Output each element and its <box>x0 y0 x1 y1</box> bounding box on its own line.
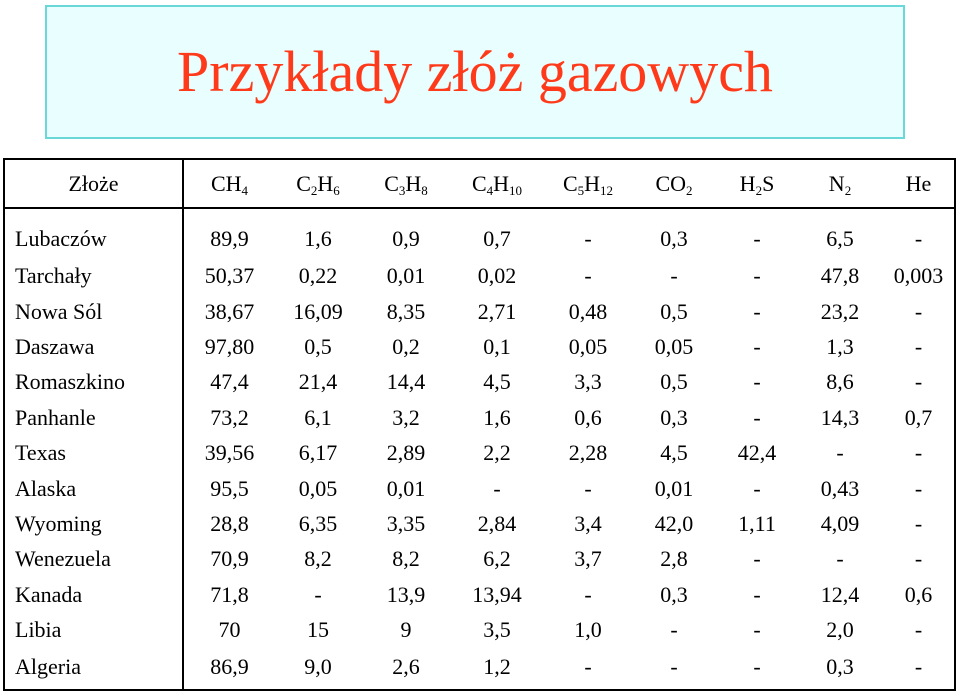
value-cell: - <box>914 511 923 537</box>
table-row <box>5 294 956 329</box>
table-row <box>5 258 956 293</box>
table-header-row <box>5 160 956 208</box>
value-cell: - <box>753 263 761 289</box>
value-cell: 89,9 <box>210 225 249 251</box>
value-cell: 6,35 <box>298 511 338 537</box>
value-cell: 3,5 <box>483 617 511 643</box>
value-cell: 8,2 <box>304 546 332 572</box>
value-cell: 95,5 <box>210 475 249 501</box>
deposit-name-cell: Alaska <box>5 471 183 506</box>
column-header <box>275 160 361 208</box>
formula-part: S <box>762 170 775 196</box>
value-cell: 9,0 <box>304 653 332 679</box>
value-cell: 0,3 <box>660 225 688 251</box>
value-cell: 1,3 <box>826 333 854 359</box>
formula-subscript: 4 <box>241 182 249 198</box>
value-cell: 1,6 <box>483 404 511 430</box>
value-cell: - <box>670 617 678 643</box>
deposit-name-cell: Nowa Sól <box>5 294 183 329</box>
deposit-name-cell: Wenezuela <box>5 542 183 577</box>
value-cell: 0,05 <box>298 475 338 501</box>
value-cell: 73,2 <box>210 404 249 430</box>
table-row <box>5 329 956 364</box>
gas-deposits-table <box>3 158 956 691</box>
value-cell: 47,4 <box>210 369 249 395</box>
table-row <box>5 613 956 648</box>
value-cell: - <box>753 581 761 607</box>
value-cell: 0,7 <box>904 404 933 430</box>
formula-subscript: 2 <box>310 182 318 198</box>
value-cell: - <box>914 546 923 572</box>
deposit-name-cell: Panhanle <box>5 400 183 435</box>
formula-part: CH <box>210 170 242 196</box>
deposit-name-cell: Algeria <box>5 648 183 689</box>
value-cell: 42,4 <box>737 440 777 466</box>
value-cell: - <box>753 225 761 251</box>
value-cell: 70,9 <box>210 546 249 572</box>
formula-part: C <box>471 170 487 196</box>
value-cell: 2,89 <box>386 440 426 466</box>
value-cell: 0,3 <box>660 404 688 430</box>
formula-part: C <box>296 170 311 196</box>
table-row <box>5 577 956 612</box>
value-cell: 1,11 <box>738 511 776 537</box>
formula-subscript: 8 <box>421 182 428 198</box>
value-cell: 2,6 <box>392 653 420 679</box>
value-cell: 1,6 <box>304 225 332 251</box>
value-cell: 15 <box>307 617 329 643</box>
value-cell: 0,1 <box>483 333 511 359</box>
column-header-deposit: Złoże <box>5 160 183 208</box>
formula-part: H <box>317 170 334 196</box>
value-cell: 0,003 <box>893 263 944 289</box>
column-header <box>451 160 543 208</box>
formula-subscript: 12 <box>600 182 614 198</box>
value-cell: 2,71 <box>477 298 517 324</box>
value-cell: - <box>914 475 923 501</box>
value-cell: 8,35 <box>386 298 426 324</box>
value-cell: 0,01 <box>386 475 426 501</box>
column-header <box>361 160 451 208</box>
formula-part: H <box>739 170 756 196</box>
value-cell: - <box>753 546 761 572</box>
value-cell: 0,3 <box>660 581 688 607</box>
value-cell: - <box>914 369 923 395</box>
value-cell: 28,8 <box>210 511 249 537</box>
formula-subscript: 5 <box>577 182 585 198</box>
value-cell: 2,0 <box>826 617 854 643</box>
value-cell: - <box>753 333 761 359</box>
value-cell: - <box>753 369 761 395</box>
value-cell: 42,0 <box>654 511 694 537</box>
value-cell: - <box>314 581 322 607</box>
value-cell: 14,4 <box>386 369 426 395</box>
value-cell: - <box>584 653 592 679</box>
value-cell: 0,3 <box>826 653 854 679</box>
column-header <box>633 160 715 208</box>
value-cell: 1,2 <box>483 653 511 679</box>
value-cell: 2,2 <box>483 440 511 466</box>
value-cell: - <box>584 225 592 251</box>
deposit-name-cell: Lubaczów <box>5 208 183 258</box>
table-row <box>5 506 956 541</box>
value-cell: - <box>670 263 678 289</box>
value-cell: 3,35 <box>386 511 426 537</box>
deposit-name-cell: Libia <box>5 613 183 648</box>
value-cell: 0,6 <box>904 581 933 607</box>
value-cell: 2,84 <box>477 511 517 537</box>
value-cell: - <box>753 404 761 430</box>
value-cell: 6,1 <box>304 404 332 430</box>
value-cell: 50,37 <box>204 263 255 289</box>
column-header <box>543 160 633 208</box>
value-cell: 0,05 <box>568 333 608 359</box>
formula-subscript: 3 <box>398 182 406 198</box>
value-cell: 86,9 <box>210 653 249 679</box>
formula-subscript: 6 <box>333 182 340 198</box>
formula-part: C <box>384 170 399 196</box>
table-row <box>5 436 956 471</box>
value-cell: 12,4 <box>820 581 860 607</box>
title-banner <box>45 5 905 139</box>
formula-part: CO <box>655 170 687 196</box>
value-cell: 0,01 <box>654 475 694 501</box>
formula-subscript: 4 <box>486 182 494 198</box>
value-cell: - <box>914 617 923 643</box>
formula-part: H <box>584 170 601 196</box>
column-header <box>183 160 275 208</box>
value-cell: 23,2 <box>820 298 860 324</box>
value-cell: 0,22 <box>298 263 338 289</box>
value-cell: - <box>493 475 501 501</box>
value-cell: 21,4 <box>298 369 338 395</box>
value-cell: 0,02 <box>477 263 517 289</box>
value-cell: 0,2 <box>392 333 420 359</box>
deposit-name-cell: Wyoming <box>5 506 183 541</box>
value-cell: 3,4 <box>574 511 602 537</box>
value-cell: 0,5 <box>660 369 688 395</box>
value-cell: 13,9 <box>386 581 426 607</box>
value-cell: 6,2 <box>483 546 511 572</box>
value-cell: 8,6 <box>826 369 854 395</box>
value-cell: 1,0 <box>574 617 602 643</box>
value-cell: - <box>753 617 761 643</box>
deposit-name-cell: Tarchały <box>5 258 183 293</box>
value-cell: 0,43 <box>820 475 860 501</box>
value-cell: 13,94 <box>472 581 522 607</box>
formula-subscript: 10 <box>509 182 523 198</box>
value-cell: - <box>914 298 923 324</box>
column-header <box>881 160 956 208</box>
value-cell: - <box>753 475 761 501</box>
table-row <box>5 208 956 258</box>
value-cell: - <box>584 581 592 607</box>
formula-subscript: 2 <box>755 182 763 198</box>
value-cell: 2,8 <box>660 546 688 572</box>
deposit-name-cell: Texas <box>5 436 183 471</box>
value-cell: - <box>584 263 592 289</box>
value-cell: 4,5 <box>483 369 511 395</box>
column-header <box>715 160 799 208</box>
value-cell: 3,3 <box>574 369 602 395</box>
value-cell: 0,9 <box>392 225 420 251</box>
value-cell: 0,01 <box>386 263 426 289</box>
table-row <box>5 542 956 577</box>
value-cell: 70 <box>218 617 241 643</box>
value-cell: - <box>914 225 923 251</box>
value-cell: 6,5 <box>826 225 854 251</box>
deposit-name-cell: Romaszkino <box>5 365 183 400</box>
value-cell: 71,8 <box>210 581 249 607</box>
deposit-name-cell: Kanada <box>5 577 183 612</box>
formula-part: C <box>562 170 578 196</box>
value-cell: 97,80 <box>204 333 255 359</box>
table-body <box>5 208 956 689</box>
value-cell: 0,5 <box>304 333 332 359</box>
value-cell: 4,5 <box>660 440 688 466</box>
value-cell: - <box>753 298 761 324</box>
formula-part: H <box>493 170 510 196</box>
value-cell: 39,56 <box>204 440 255 466</box>
formula-subscript: 2 <box>844 182 852 198</box>
value-cell: 0,48 <box>568 298 608 324</box>
value-cell: 0,5 <box>660 298 688 324</box>
formula-part: He <box>905 170 932 196</box>
value-cell: 14,3 <box>820 404 860 430</box>
value-cell: 9 <box>400 617 412 643</box>
formula-subscript: 2 <box>686 182 693 198</box>
value-cell: 0,7 <box>483 225 511 251</box>
table-row <box>5 400 956 435</box>
column-header <box>799 160 881 208</box>
value-cell: 3,2 <box>392 404 420 430</box>
value-cell: - <box>914 653 923 679</box>
table-row <box>5 471 956 506</box>
value-cell: - <box>584 475 592 501</box>
value-cell: 38,67 <box>204 298 255 324</box>
value-cell: - <box>914 333 923 359</box>
value-cell: 3,7 <box>574 546 602 572</box>
value-cell: - <box>836 440 844 466</box>
value-cell: - <box>914 440 923 466</box>
formula-part: H <box>405 170 422 196</box>
value-cell: 6,17 <box>298 440 338 466</box>
value-cell: 8,2 <box>392 546 420 572</box>
table-row <box>5 365 956 400</box>
value-cell: - <box>670 653 678 679</box>
deposit-name-cell: Daszawa <box>5 329 183 364</box>
value-cell: 0,6 <box>574 404 602 430</box>
formula-part: N <box>828 170 845 196</box>
page-title: Przykłady złóż gazowych <box>177 39 773 104</box>
value-cell: 0,05 <box>654 333 694 359</box>
value-cell: 47,8 <box>820 263 860 289</box>
value-cell: - <box>753 653 761 679</box>
value-cell: - <box>836 546 844 572</box>
table-row <box>5 648 956 689</box>
value-cell: 16,09 <box>293 298 343 324</box>
value-cell: 4,09 <box>820 511 860 537</box>
value-cell: 2,28 <box>568 440 608 466</box>
